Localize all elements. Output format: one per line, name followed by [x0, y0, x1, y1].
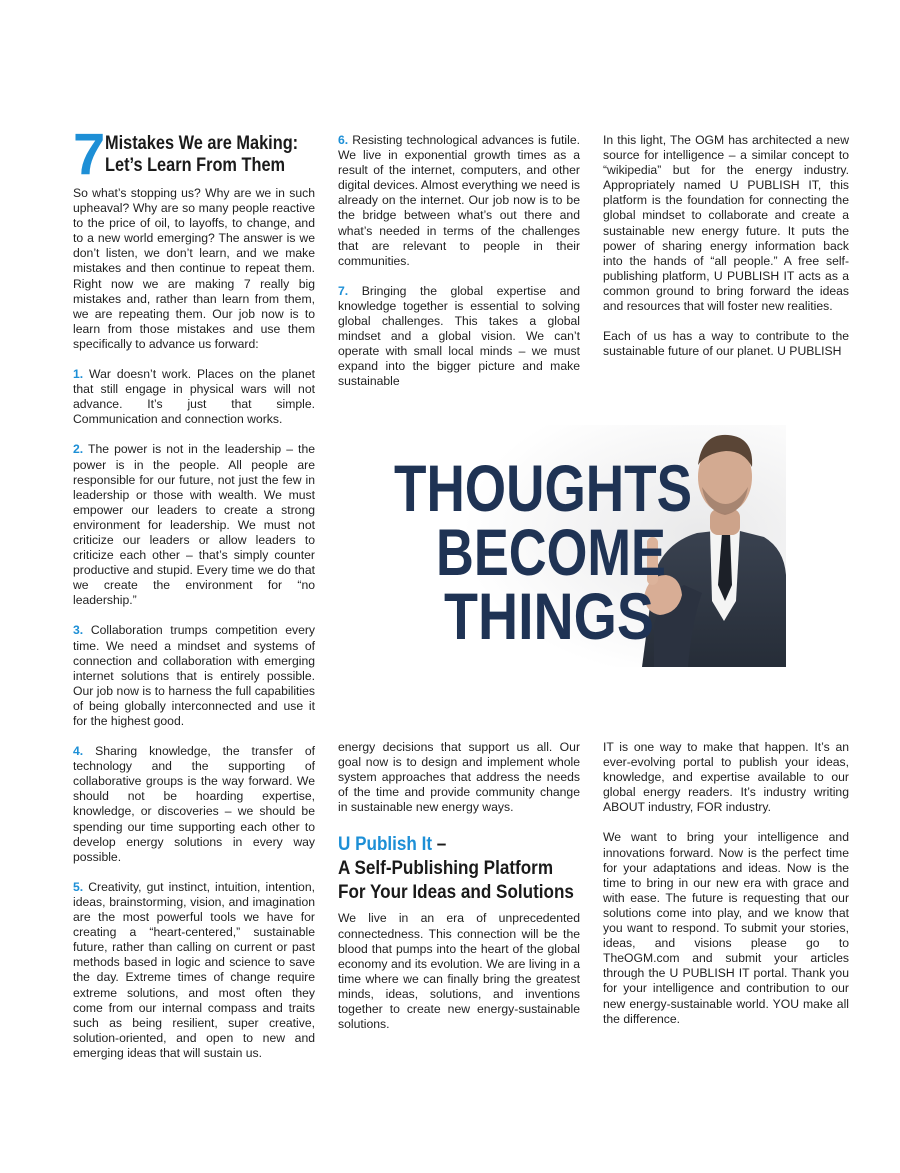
mistake-3	[73, 623, 315, 729]
subhead-line-2: A Self-Publishing Platform	[338, 858, 554, 880]
portal-paragraph: IT is one way to make that happen. It’s an ever-evolving portal to publish your ideas, knowledge, and expertise available to our global energy readers. It’s industry writing ABOUT industry, FOR industry.	[603, 740, 849, 815]
mistake-text: Bringing the global expertise and knowledge together is essential to solving global challenges. This takes a global mindset and a global vision. We can’t operate with small local minds – we must expand into the bigger picture and make sustainable	[338, 283, 580, 389]
subhead-line-3: For Your Ideas and Solutions	[338, 882, 574, 904]
mistake-text: Resisting technological advances is futile. We live in exponential growth times as a result of the internet, computers, and other digital devices. Almost everything we need is already on the internet. Our job now is to be the bridge between what’s out there and what’s needed in terms of the challenges that are relevant to people in their communities.	[338, 133, 580, 268]
hero-word-things: THINGS	[444, 579, 654, 653]
mistake-number: 3.	[73, 623, 84, 638]
headline-line-1: Mistakes We are Making:	[105, 133, 299, 154]
mistake-number: 4.	[73, 744, 84, 759]
mistake-4	[73, 744, 315, 865]
column-2-bottom	[338, 740, 580, 1032]
connectedness-paragraph: We live in an era of unprecedented connectedness. This connection will be the blood that pumps into the heart of the global economy and its evolution. We are living in a time where we can finally bring the greatest minds, ideas, solutions, and inventions together to create new energy-sustainable solutions.	[338, 911, 580, 1032]
column-2-top	[338, 133, 580, 390]
mistake-7	[338, 284, 580, 390]
column-1	[73, 186, 315, 1061]
article-headline	[73, 122, 323, 187]
mistake-5	[73, 880, 315, 1061]
mistake-number: 1.	[73, 367, 84, 382]
mistake-number: 6.	[338, 133, 349, 147]
subhead-title: U Publish It	[338, 834, 433, 856]
mistake-6	[338, 133, 580, 269]
column-3-bottom	[603, 740, 849, 1027]
ogm-paragraph: In this light, The OGM has architected a new source for intelligence – a similar concept to “wikipedia” but for the energy industry. Appropriately named U PUBLISH IT, this platform is the foundation for connecting the global mindset to collaborate and create a sustainable new energy future. It puts the power of sharing energy information back into the hands of “all people.” A free self-publishing platform, U PUBLISH IT acts as a common ground to bring forward the ideas and resources that will foster new realities.	[603, 133, 849, 314]
intro-paragraph: So what’s stopping us? Why are we in such upheaval? Why are so many people reactive to the price of oil, to layoffs, to change, and to a new world emerging? The answer is we don’t listen, we don’t learn, and we make mistakes and then continue to repeat them. Right now we are making 7 really big mistakes and, rather than learn from them, we are repeating them. Our job now is to learn from those mistakes and use them specifically to advance us forward:	[73, 186, 315, 351]
mistake-2	[73, 442, 315, 608]
mistake-number: 5.	[73, 879, 84, 894]
contribute-paragraph: Each of us has a way to contribute to the sustainable future of our planet. U PUBLISH	[603, 329, 849, 359]
headline-line-2: Let’s Learn From Them	[105, 155, 286, 176]
mistake-number: 7.	[338, 283, 349, 298]
subhead-dash: –	[432, 834, 447, 856]
mistake-1	[73, 367, 315, 427]
column-3-top	[603, 133, 849, 359]
mistake-text: Sharing knowledge, the transfer of technology and the supporting of collaborative groups is the way forward. We should not be hoarding expertise, knowledge, or discoveries – we should be spending our time supporting each other to develop energy solutions in every way possible.	[73, 744, 315, 864]
submit-paragraph: We want to bring your intelligence and innovations forward. Now is the perfect time for your adaptations and ideas. Now is the time to bring in our new era with grace and with ease. The future is requesting that our solutions come into play, and we know that you want to respond. To submit your stories, ideas, and visions please go to TheOGM.com and submit your articles through the U PUBLISH IT portal. Thank you for your intelligence and contribution to our new energy-sustainable world. YOU make all the difference.	[603, 830, 849, 1026]
mistake-text: Creativity, gut instinct, intuition, intention, ideas, brainstorming, vision, and imagination are the most powerful tools we have for creating a “heart-centered,” sustainable future, rather than calling on current or past methods based in logic and science to save the day. Extreme times of change require extreme solutions, and most often they come from our internal compass and traits such as being resilient, super creative, solution-oriented, and open to new and emerging ideas that will sustain us.	[73, 879, 315, 1060]
hero-word-thoughts: THOUGHTS	[394, 451, 692, 525]
mistake-number: 2.	[73, 442, 84, 457]
mistake-text: War doesn’t work. Places on the planet that still engage in physical wars will not advance. It’s just that simple. Communication and connection works.	[73, 367, 315, 427]
hero-word-become: BECOME	[436, 515, 666, 589]
thoughts-become-things-image	[392, 425, 786, 667]
section-subhead	[338, 833, 580, 905]
mistake-text: The power is not in the leadership – the power is in the people. All people are responsible for our future, not just the few in leadership or those with wealth. We must empower our leaders to create a strong environment for leadership. We must not criticize our leaders or allow leaders to criticize each other – that’s simply counter productive and stupid. Every time we do that we create the environment for “no leadership.”	[73, 442, 315, 608]
headline-number: 7	[73, 122, 104, 187]
energy-decisions-paragraph: energy decisions that support us all. Our goal now is to design and implement whole system approaches that address the needs of the time and provide community change in sustainable new energy ways.	[338, 740, 580, 815]
hero-illustration	[392, 425, 786, 667]
subhead-line-1	[338, 833, 556, 857]
mistake-text: Collaboration trumps competition every time. We need a mindset and systems of connection and collaboration with emerging internet solutions that is entirely possible. Our job now is to harness the full capabilities of being globally interconnected and use it for the highest good.	[73, 623, 315, 728]
